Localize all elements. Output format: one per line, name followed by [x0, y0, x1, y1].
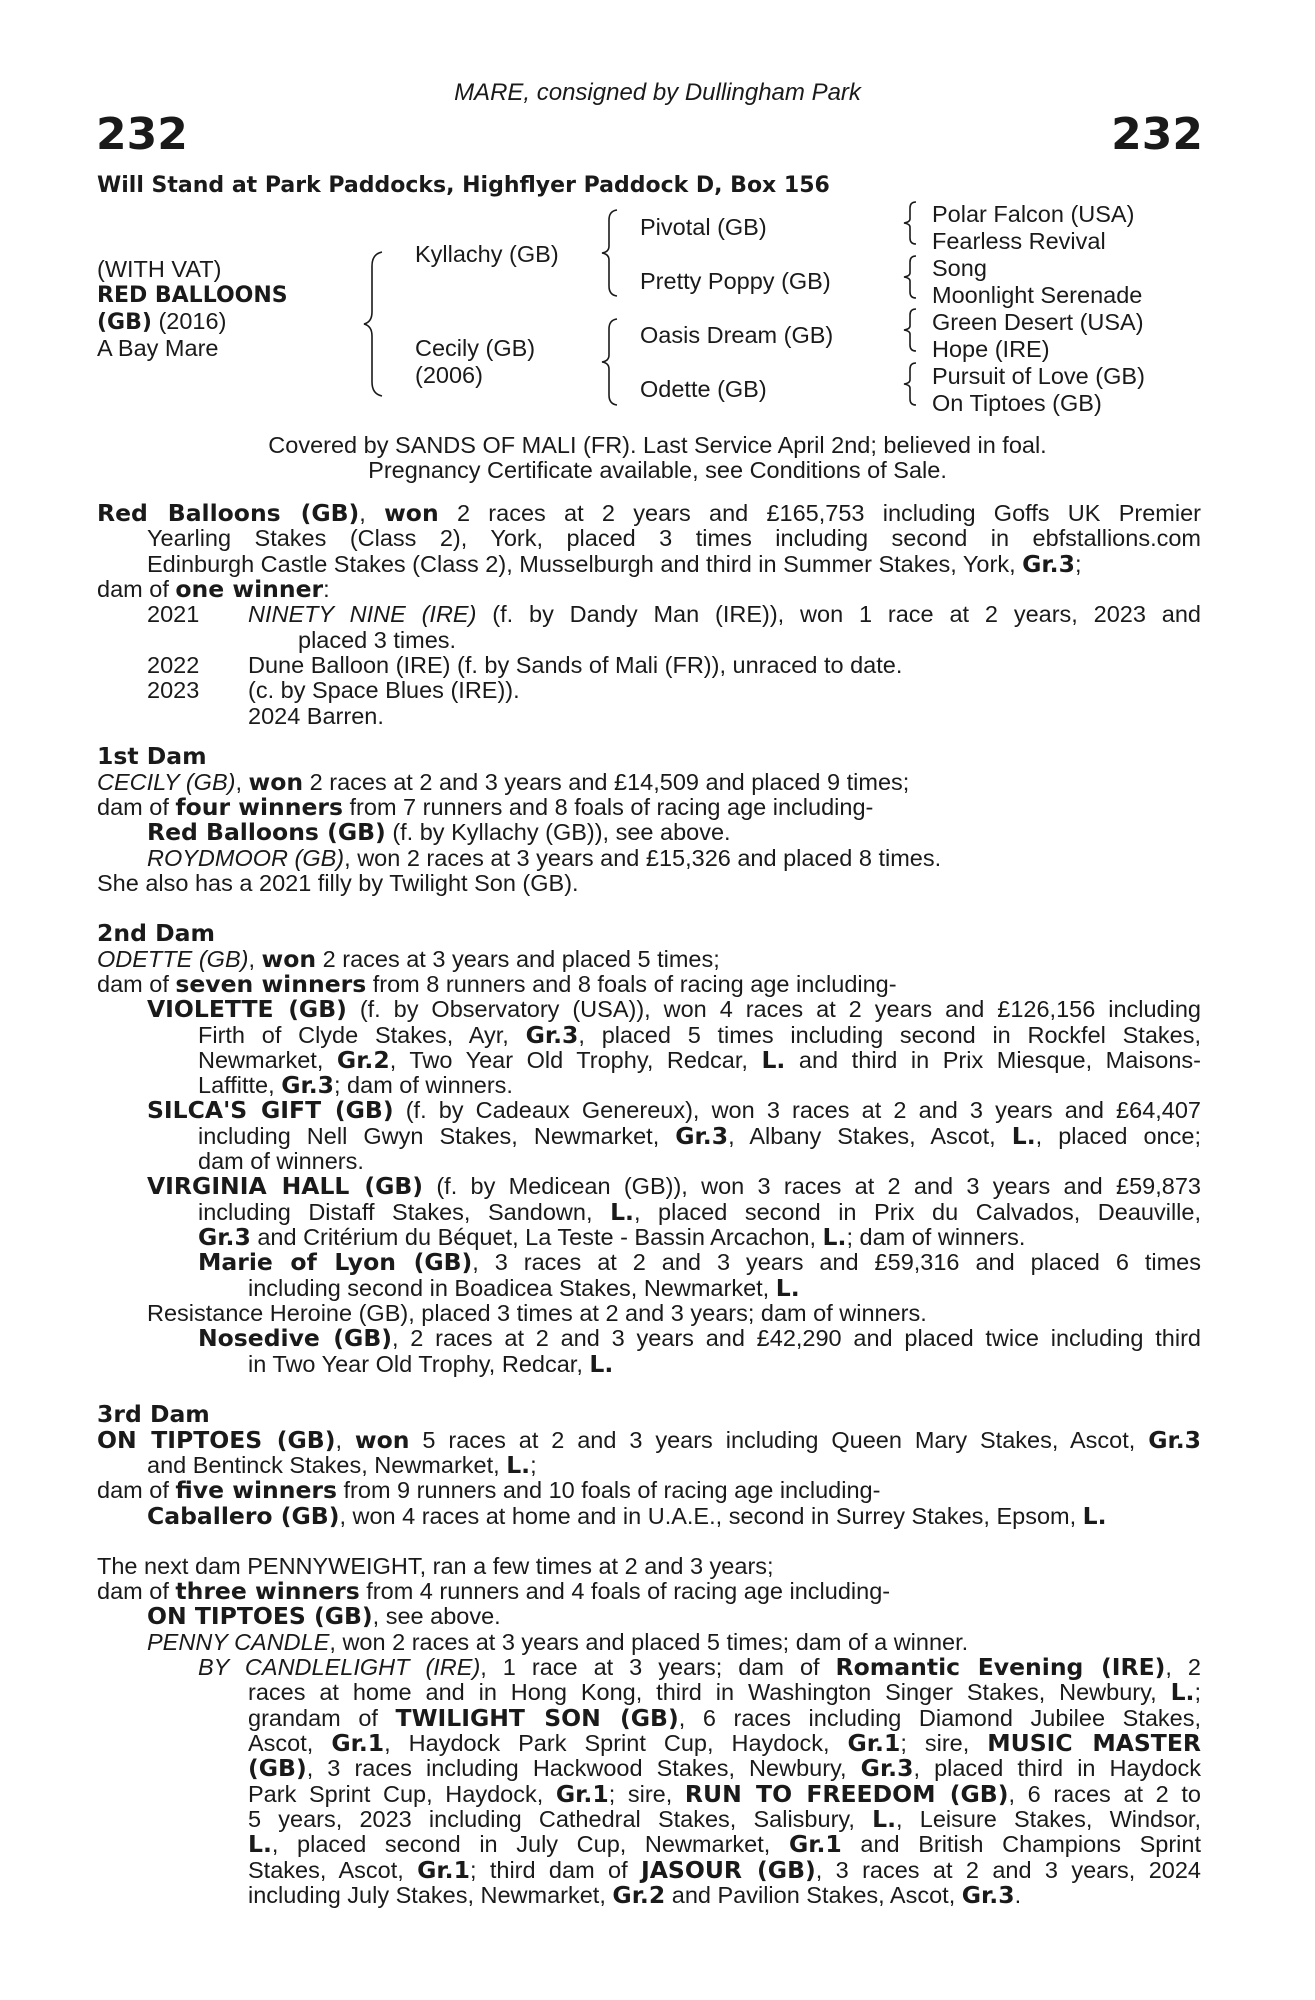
by-candlelight-8: L., placed second in July Cup, Newmarket, Gr.1 and British Champions Sprint — [248, 1830, 1202, 1858]
pedigree-sdd: Moonlight Serenade — [932, 282, 1143, 308]
by-candlelight-2: races at home and in Hong Kong, third in Washington Singer Stakes, Newbury, L.; — [248, 1678, 1201, 1706]
offspring-nosedive-1: Nosedive (GB), 2 races at 2 and 3 years and £42,290 and placed twice including third — [198, 1324, 1201, 1352]
offspring-marie-2: including second in Boadicea Stakes, Newmarket, L. — [248, 1274, 800, 1302]
offspring-silca-3: dam of winners. — [198, 1148, 364, 1174]
first-dam-record: CECILY (GB), won 2 races at 2 and 3 years and £14,509 and placed 9 times; — [97, 768, 910, 796]
pedigree-bracket-dd — [900, 361, 922, 407]
pedigree-bracket-sire — [597, 208, 627, 298]
by-candlelight-7: 5 years, 2023 including Cathedral Stakes, Salisbury, L., Leisure Stakes, Windsor, — [248, 1805, 1201, 1833]
pedigree-bracket-main — [360, 250, 390, 395]
lot-number-right: 232 — [1111, 109, 1203, 160]
second-dam-dam-of: dam of seven winners from 8 runners and 8 foals of racing age including- — [97, 970, 897, 998]
horse-description: A Bay Mare — [97, 335, 219, 361]
offspring-virginia-1: VIRGINIA HALL (GB) (f. by Medicean (GB)), won 3 races at 2 and 3 years and £59,873 — [147, 1172, 1201, 1200]
by-candlelight-6: Park Sprint Cup, Haydock, Gr.1; sire, RUN TO FREEDOM (GB), 6 races at 2 to — [248, 1780, 1201, 1808]
pedigree-sds: Song — [932, 255, 987, 281]
offspring-violette-2: Firth of Clyde Stakes, Ayr, Gr.3, placed 5 times including second in Rockfel Stakes, — [198, 1021, 1201, 1049]
first-dam-dam-of: dam of four winners from 7 runners and 8 foals of racing age including- — [97, 793, 874, 821]
produce-line: (c. by Space Blues (IRE)). — [248, 677, 520, 703]
pedigree-bracket-sd — [900, 254, 922, 300]
produce-year: 2021 — [147, 601, 200, 627]
offspring-silca-2: including Nell Gwyn Stakes, Newmarket, Gr.3, Albany Stakes, Ascot, L., placed once; — [198, 1122, 1201, 1150]
pedigree-bracket-ss — [900, 200, 922, 246]
pedigree-sire: Kyllachy (GB) — [415, 241, 559, 267]
offspring-violette-4: Laffitte, Gr.3; dam of winners. — [198, 1071, 513, 1099]
horse-name-suffix: (GB) (2016) — [97, 308, 227, 335]
page-title: MARE, consigned by Dullingham Park — [454, 79, 861, 106]
by-candlelight-4: Ascot, Gr.1, Haydock Park Sprint Cup, Haydock, Gr.1; sire, MUSIC MASTER — [248, 1729, 1201, 1757]
pedigree-ss: Pivotal (GB) — [640, 214, 767, 240]
offspring-marie-1: Marie of Lyon (GB), 3 races at 2 and 3 years and £59,316 and placed 6 times — [198, 1248, 1201, 1276]
pedigree-ssd: Fearless Revival — [932, 228, 1106, 254]
second-dam-record: ODETTE (GB), won 2 races at 3 years and placed 5 times; — [97, 945, 720, 973]
pedigree-bracket-dam — [597, 317, 627, 407]
by-candlelight-3: grandam of TWILIGHT SON (GB), 6 races including Diamond Jubilee Stakes, — [248, 1704, 1202, 1732]
third-dam-dam-of: dam of five winners from 9 runners and 10 foals of racing age including- — [97, 1476, 881, 1504]
produce-cont: 2024 Barren. — [248, 703, 384, 729]
by-candlelight-9: Stakes, Ascot, Gr.1; third dam of JASOUR (GB), 3 races at 2 and 3 years, 2024 — [248, 1856, 1201, 1884]
pedigree-bracket-ds — [900, 307, 922, 353]
pedigree-sd: Pretty Poppy (GB) — [640, 268, 831, 294]
by-candlelight-1: BY CANDLELIGHT (IRE), 1 race at 3 years; dam of Romantic Evening (IRE), 2 — [198, 1653, 1202, 1681]
offspring-violette-1: VIOLETTE (GB) (f. by Observatory (USA)), won 4 races at 2 years and £126,156 including — [147, 995, 1201, 1023]
offspring-penny-candle: PENNY CANDLE, won 2 races at 3 years and placed 5 times; dam of a winner. — [147, 1629, 969, 1655]
first-dam-offspring: Red Balloons (GB) (f. by Kyllachy (GB)), see above. — [147, 818, 731, 846]
offspring-silca-1: SILCA'S GIFT (GB) (f. by Cadeaux Genereux), won 3 races at 2 and 3 years and £64,407 — [147, 1096, 1202, 1124]
offspring-virginia-3: Gr.3 and Critérium du Béquet, La Teste - Bassin Arcachon, L.; dam of winners. — [198, 1223, 1026, 1251]
produce-year: 2022 — [147, 652, 200, 678]
by-candlelight-10: including July Stakes, Newmarket, Gr.2 and Pavilion Stakes, Ascot, Gr.3. — [248, 1881, 1022, 1909]
produce-line: NINETY NINE (IRE) (f. by Dandy Man (IRE)), won 1 race at 2 years, 2023 and — [248, 601, 1202, 627]
pedigree-dss: Green Desert (USA) — [932, 309, 1144, 335]
offspring-nosedive-2: in Two Year Old Trophy, Redcar, L. — [248, 1350, 614, 1378]
second-dam-heading: 2nd Dam — [97, 919, 215, 947]
lot-number-left: 232 — [96, 109, 188, 160]
offspring-caballero: Caballero (GB), won 4 races at home and in U.A.E., second in Surrey Stakes, Epsom, L. — [147, 1502, 1107, 1530]
pedigree-ddd: On Tiptoes (GB) — [932, 390, 1102, 416]
offspring-on-tiptoes: ON TIPTOES (GB), see above. — [147, 1602, 501, 1630]
first-dam-offspring: ROYDMOOR (GB), won 2 races at 3 years and £15,326 and placed 8 times. — [147, 845, 942, 871]
by-candlelight-5: (GB), 3 races including Hackwood Stakes, Newbury, Gr.3, placed third in Haydock — [248, 1754, 1201, 1782]
pedigree-sss: Polar Falcon (USA) — [932, 201, 1135, 227]
main-record-line-2: Yearling Stakes (Class 2), York, placed 3 times including second in ebfstallions.com — [147, 525, 1201, 551]
vat-label: (WITH VAT) — [97, 256, 222, 282]
pedigree-dam: Cecily (GB) — [415, 335, 536, 361]
pedigree-dsd: Hope (IRE) — [932, 336, 1050, 362]
offspring-resistance: Resistance Heroine (GB), placed 3 times at 2 and 3 years; dam of winners. — [147, 1300, 927, 1326]
horse-name: RED BALLOONS — [97, 283, 288, 308]
produce-cont: placed 3 times. — [298, 627, 457, 653]
covered-line-2: Pregnancy Certificate available, see Conditions of Sale. — [368, 457, 947, 483]
offspring-violette-3: Newmarket, Gr.2, Two Year Old Trophy, Redcar, L. and third in Prix Miesque, Maisons- — [198, 1046, 1202, 1074]
covered-line-1: Covered by SANDS OF MALI (FR). Last Service April 2nd; believed in foal. — [268, 432, 1047, 458]
first-dam-heading: 1st Dam — [97, 742, 207, 770]
stable-location: Will Stand at Park Paddocks, Highflyer Paddock D, Box 156 — [97, 173, 830, 198]
produce-line: Dune Balloon (IRE) (f. by Sands of Mali (FR)), unraced to date. — [248, 652, 903, 678]
third-dam-record-2: and Bentinck Stakes, Newmarket, L.; — [147, 1451, 537, 1479]
pedigree-dam-year: (2006) — [415, 362, 483, 388]
main-dam-of: dam of one winner: — [97, 575, 330, 603]
next-dam-record: The next dam PENNYWEIGHT, ran a few times at 2 and 3 years; — [97, 1553, 774, 1579]
first-dam-note: She also has a 2021 filly by Twilight Son (GB). — [97, 870, 579, 896]
next-dam-dam-of: dam of three winners from 4 runners and 4 foals of racing age including- — [97, 1577, 891, 1605]
third-dam-record-1: ON TIPTOES (GB), won 5 races at 2 and 3 years including Queen Mary Stakes, Ascot, Gr.3 — [97, 1426, 1202, 1454]
pedigree-ds: Oasis Dream (GB) — [640, 322, 834, 348]
produce-year: 2023 — [147, 677, 200, 703]
main-record-line-1: Red Balloons (GB), won 2 races at 2 years and £165,753 including Goffs UK Premier — [97, 499, 1201, 527]
third-dam-heading: 3rd Dam — [97, 1400, 210, 1428]
pedigree-dd: Odette (GB) — [640, 376, 767, 402]
pedigree-dds: Pursuit of Love (GB) — [932, 363, 1145, 389]
main-record-line-3: Edinburgh Castle Stakes (Class 2), Musselburgh and third in Summer Stakes, York, Gr.3; — [147, 550, 1082, 578]
offspring-virginia-2: including Distaff Stakes, Sandown, L., placed second in Prix du Calvados, Deauville, — [198, 1198, 1201, 1226]
